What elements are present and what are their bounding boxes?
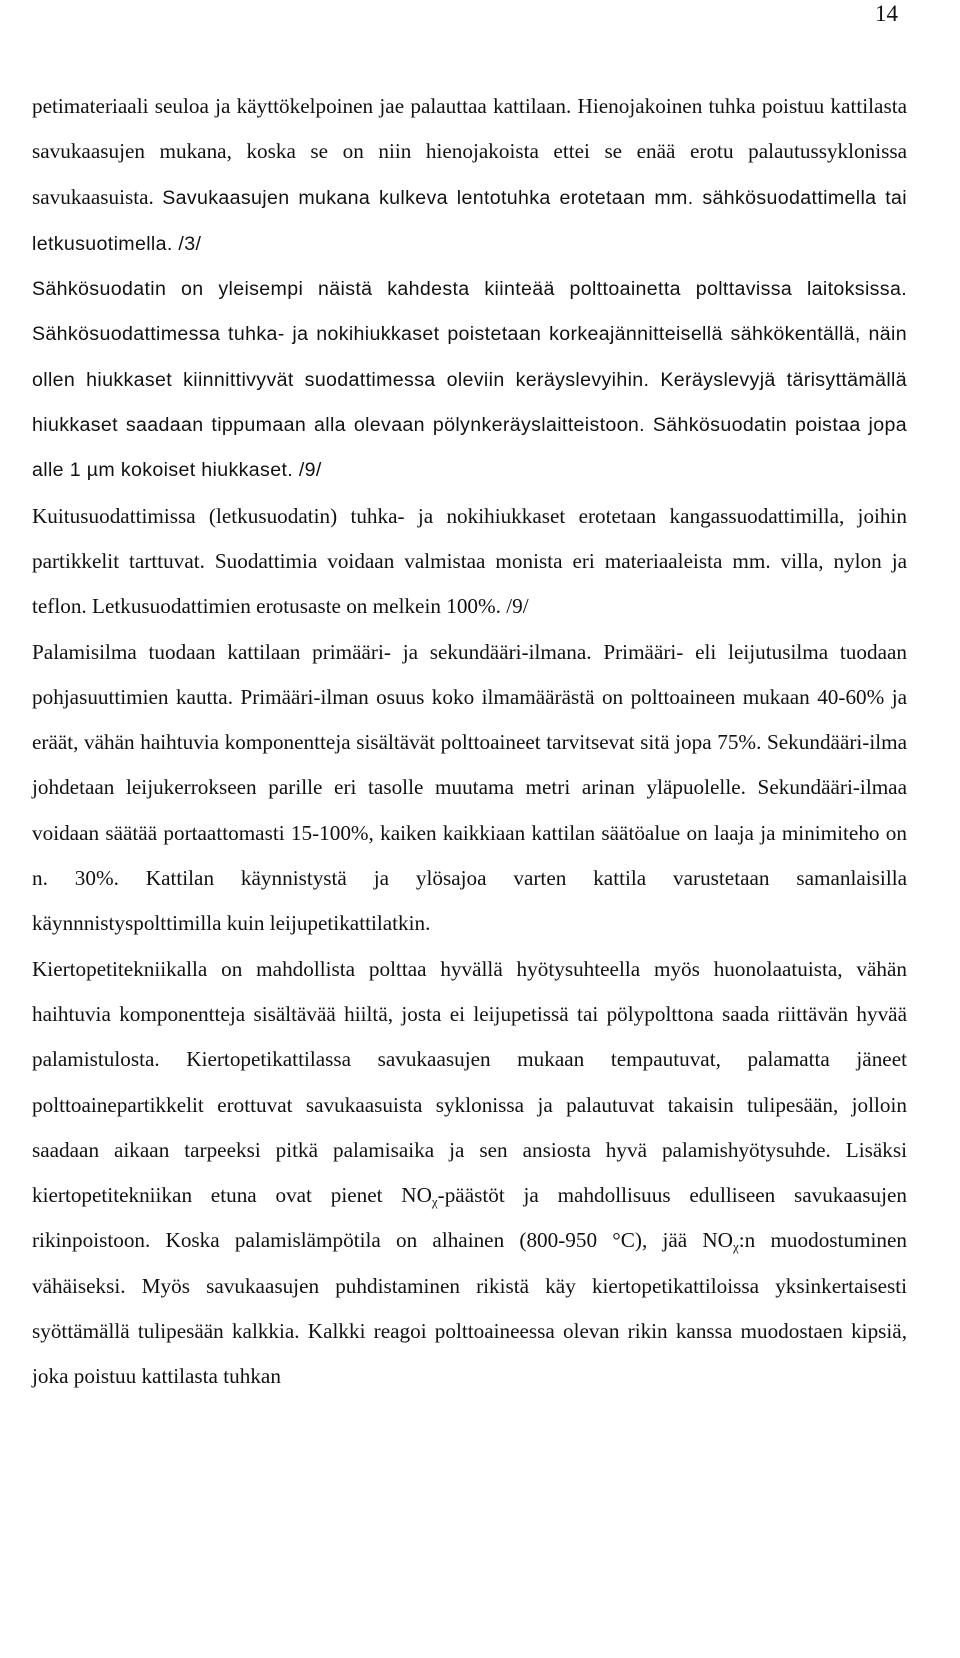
- paragraph-text: Kiertopetitekniikalla on mahdollista polttaa hyvällä hyötysuhteella myös huonolaatuista, vähän haihtuvia komponentteja sisältävää hiiltä, josta ei leijupetissä tai pölypolttona saada riittävän hyvää palamistulosta. Kiertopetikattilassa savukaasujen mukaan tempautuvat, palamatta jäneet polttoainepartikkelit erottuvat savukaasuista syklonissa ja palautuvat takaisin tulipesään, jolloin saadaan aikaan tarpeeksi pitkä palamisaika ja sen ansiosta hyvä palamishyötysuhde. Lisäksi kiertopetitekniikan etuna ovat pienet NO: [32, 956, 907, 1208]
- page-number: 14: [875, 1, 898, 26]
- paragraph-text: :n muodostuminen vähäiseksi. Myös savukaasujen puhdistaminen rikistä käy kiertopetikattiloissa yksinkertaisesti syöttämällä tulipesään kalkkia. Kalkki reagoi polttoaineessa olevan rikin kanssa muodostaen kipsiä, joka poistuu kattilasta tuhkan: [32, 1228, 907, 1389]
- paragraph-circulating-bed: [32, 947, 907, 1400]
- paragraph-text-sans: Savukaasujen mukana kulkeva lentotuhka erotetaan mm. sähkösuodattimella tai letkusuotimella. /3/: [32, 186, 907, 255]
- paragraph-fabric-filter: Kuitusuodattimissa (letkusuodatin) tuhka- ja nokihiukkaset erotetaan kangassuodattimilla, joihin partikkelit tarttuvat. Suodattimia voidaan valmistaa monista eri materiaaleista mm. villa, nylon ja teflon. Letkusuodattimien erotusaste on melkein 100%. /9/: [32, 503, 907, 619]
- paragraph-combustion-air: Palamisilma tuodaan kattilaan primääri- ja sekundääri-ilmana. Primääri- eli leijutusilma tuodaan pohjasuuttimien kautta. Primääri-ilman osuus koko ilmamäärästä on polttoaineen mukaan 40-60% ja eräät, vähän haihtuvia komponentteja sisältävät polttoaineet tarvitsevat sitä jopa 75%. Sekundääri-ilma johdetaan leijukerrokseen parille eri tasolle muutama metri arinan yläpuolelle. Sekundääri-ilmaa voidaan säätää portaattomasti 15-100%, kaiken kaikkiaan kattilan säätöalue on laaja ja minimiteho on n. 30%. Kattilan käynnistystä ja ylösajoa varten kattila varustetaan samanlaisilla käynnnistyspolttimilla kuin leijupetikattilatkin.: [32, 639, 907, 936]
- subscript-chi: χ: [732, 1239, 739, 1255]
- paragraph-text: petimateriaali seuloa ja käyttökelpoinen jae palauttaa kattilaan. Hienojakoinen tuhka poistuu kattilasta savukaasujen mukana, koska se on niin hienojakoista ettei se enää erotu palautussyklonissa savukaasuista.: [32, 94, 907, 209]
- document-body: [32, 84, 907, 1400]
- subscript-chi: χ: [431, 1194, 438, 1210]
- paragraph-electrostatic-precipitator: Sähkösuodatin on yleisempi näistä kahdesta kiinteää polttoainetta polttavissa laitoksissa. Sähkösuodattimessa tuhka- ja nokihiukkaset poistetaan korkeajännitteisellä sähkökentällä, näin ollen hiukkaset kiinnittivyvät suodattimessa oleviin keräyslevyihin. Keräyslevyjä tärisyttämällä hiukkaset saadaan tippumaan alla olevaan pölynkeräyslaitteistoon. Sähkösuodatin poistaa jopa alle 1 µm kokoiset hiukkaset. /9/: [32, 278, 907, 482]
- paragraph-text: -päästöt ja mahdollisuus edulliseen savukaasujen rikinpoistoon. Koska palamislämpötila on alhainen (800-950 °C), jää NO: [32, 1183, 907, 1253]
- paragraph-flue-gas-ash: [32, 84, 907, 267]
